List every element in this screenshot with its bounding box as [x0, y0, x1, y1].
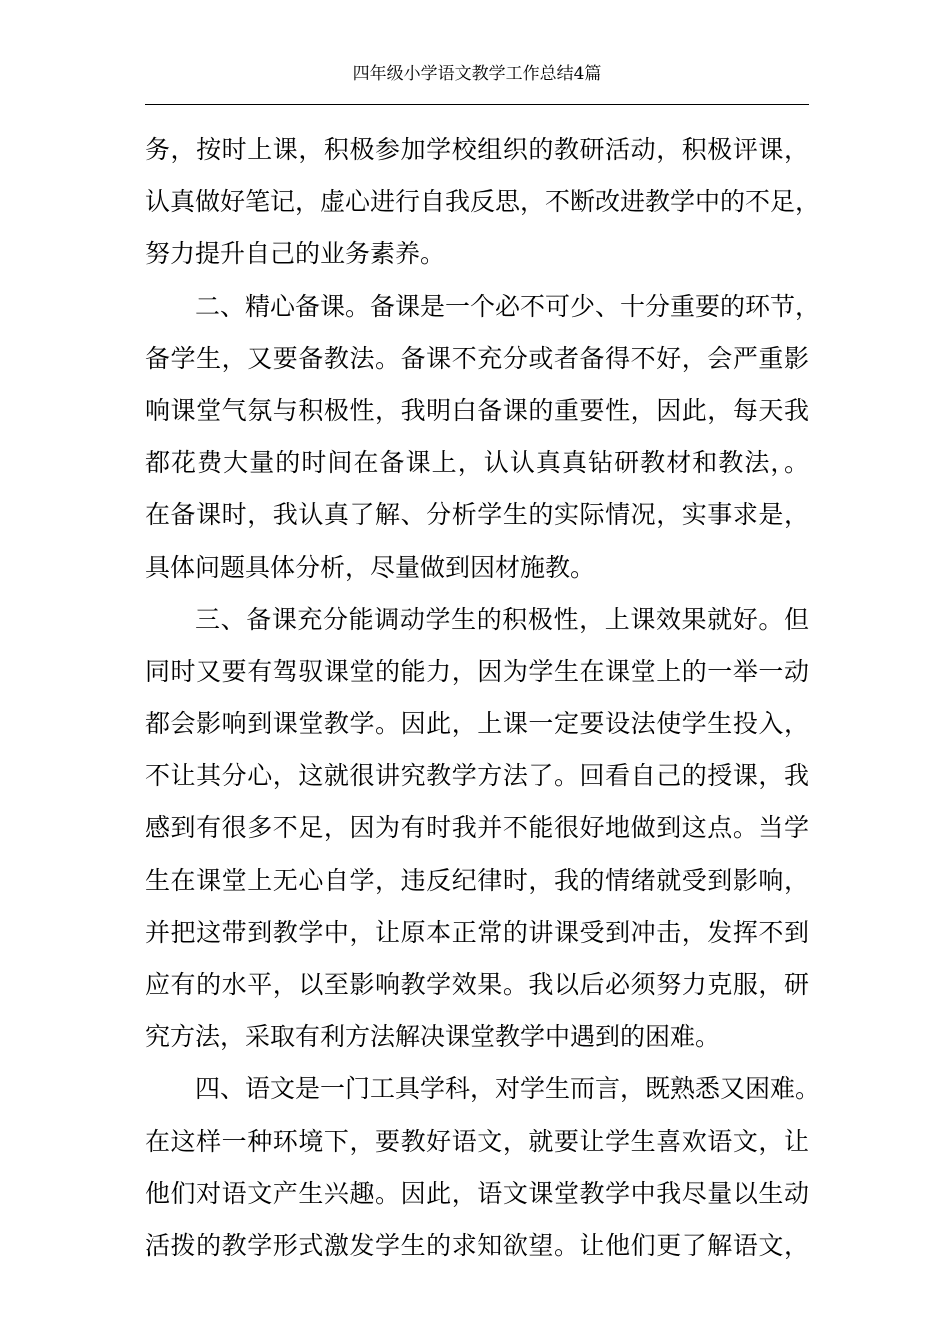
header-divider	[145, 104, 809, 105]
text-line: 应有的水平，以至影响教学效果。我以后必须努力克服，研	[145, 970, 809, 999]
text-line: 务，按时上课，积极参加学校组织的教研活动，积极评课，	[145, 135, 809, 164]
text-line: 都会影响到课堂教学。因此，上课一定要设法使学生投入，	[145, 709, 809, 739]
text-line: 同时又要有驾驭课堂的能力，因为学生在课堂上的一举一动	[145, 656, 809, 686]
text-line: 备学生，又要备教法。备课不充分或者备得不好，会严重影	[145, 343, 809, 373]
document-body	[145, 124, 821, 1272]
text-line: 响课堂气氛与积极性，我明白备课的重要性，因此，每天我	[145, 395, 809, 425]
text-line: 努力提升自己的业务素养。	[145, 239, 446, 269]
text-line: 生在课堂上无心自学，违反纪律时，我的情绪就受到影响，	[145, 865, 809, 895]
text-line: 二、精心备课。备课是一个必不可少、十分重要的环节，	[195, 291, 821, 321]
text-line: 具体问题具体分析，尽量做到因材施教。	[145, 552, 596, 582]
text-line: 并把这带到教学中，让原本正常的讲课受到冲击，发挥不到	[145, 917, 809, 947]
page-header-title: 四年级小学语文教学工作总结4篇	[352, 64, 602, 84]
text-line: 他们对语文产生兴趣。因此，语文课堂教学中我尽量以生动	[145, 1178, 809, 1208]
text-line: 究方法，采取有利方法解决课堂教学中遇到的困难。	[145, 1022, 721, 1052]
text-line: 活拨的教学形式激发学生的求知欲望。让他们更了解语文，	[145, 1230, 809, 1260]
text-line: 认真做好笔记，虚心进行自我反思，不断改进教学中的不足，	[145, 187, 821, 217]
text-line: 不让其分心，这就很讲究教学方法了。回看自己的授课，我	[145, 761, 809, 791]
text-line: 在备课时，我认真了解、分析学生的实际情况，实事求是，	[145, 500, 809, 530]
text-line: 感到有很多不足，因为有时我并不能很好地做到这点。当学	[145, 813, 809, 843]
text-line: 都花费大量的时间在备课上，认认真真钻研教材和教法，。	[145, 448, 809, 478]
text-line: 四、语文是一门工具学科，对学生而言，既熟悉又困难。	[195, 1074, 821, 1104]
text-line: 三、备课充分能调动学生的积极性，上课效果就好。但	[195, 604, 809, 634]
text-line: 在这样一种环境下，要教好语文，就要让学生喜欢语文，让	[145, 1126, 809, 1156]
